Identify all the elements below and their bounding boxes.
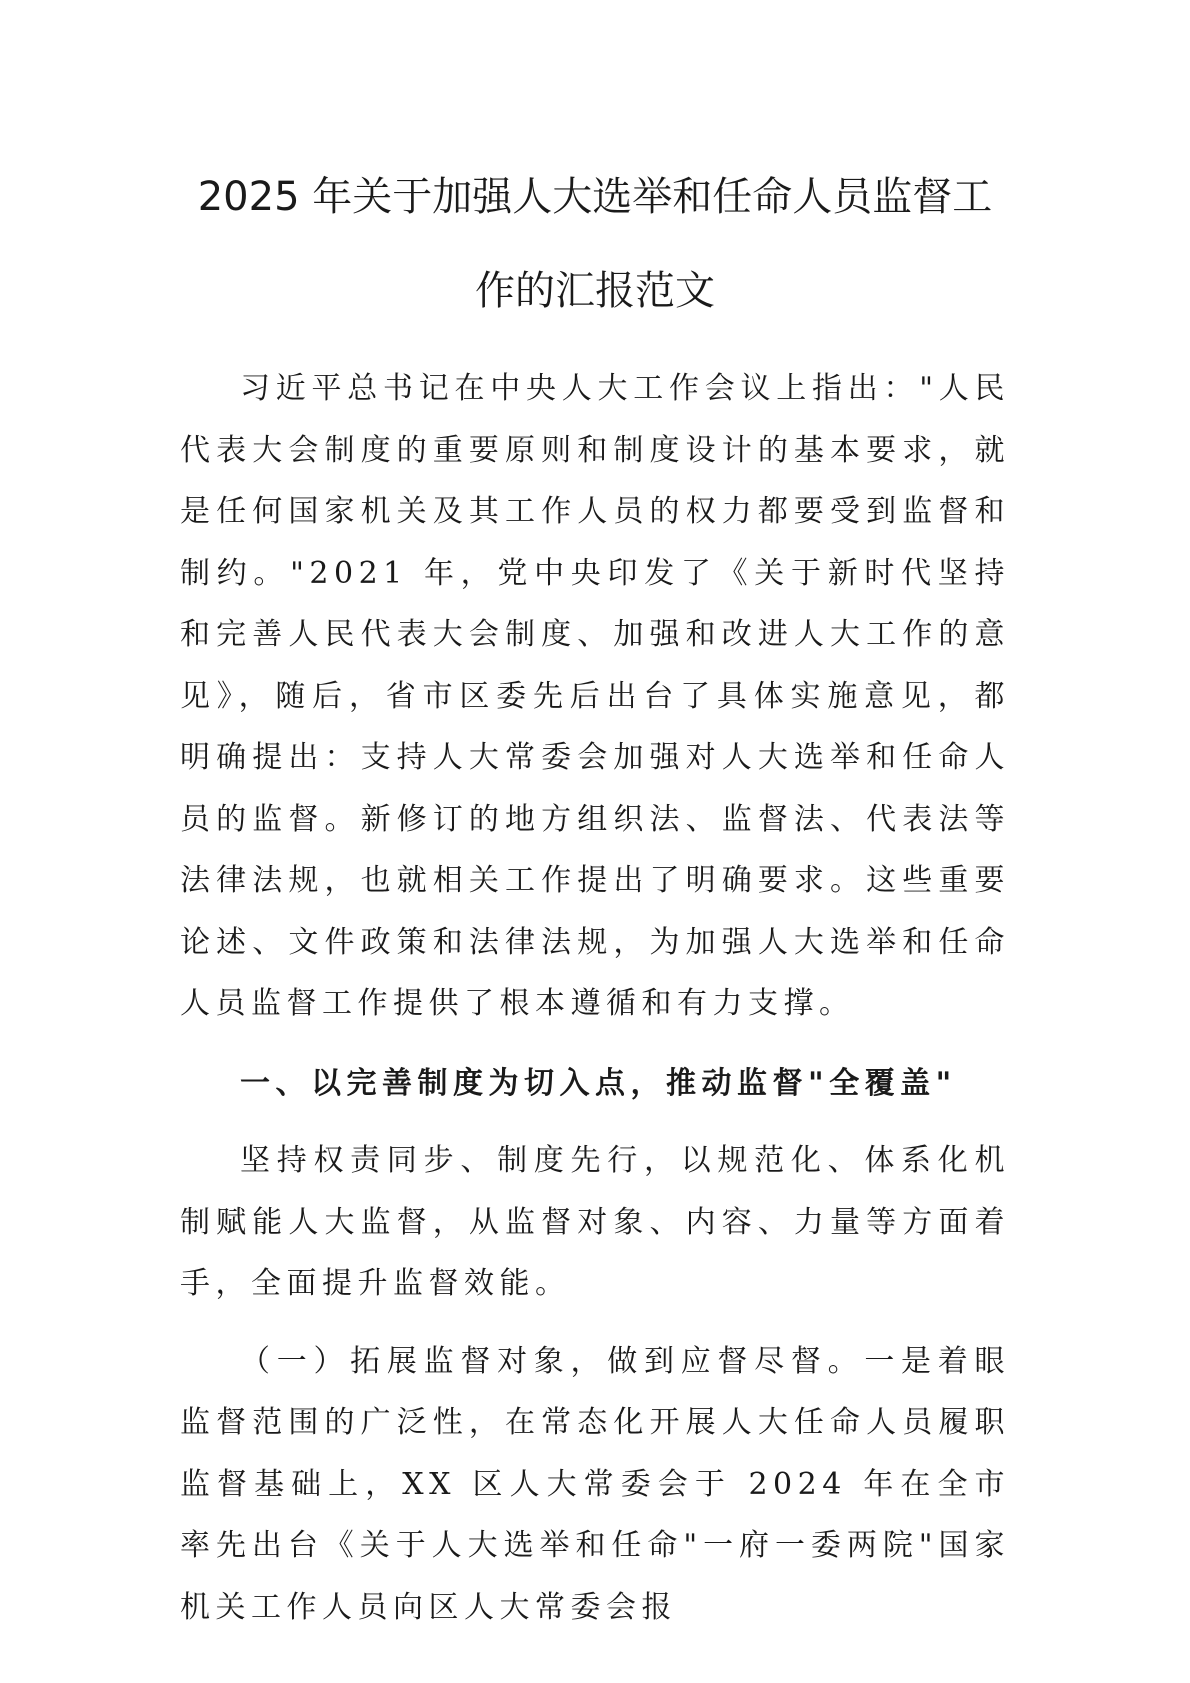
document-title: [180, 150, 1010, 338]
section-1-paragraph: 坚持权责同步、制度先行，以规范化、体系化机制赋能人大监督，从监督对象、内容、力量等方面着手，全面提升监督效能。: [180, 1143, 1010, 1301]
section-heading-1: 一、以完善制度为切入点，推动监督"全覆盖": [240, 1065, 957, 1101]
title-line-1: 2025 年关于加强人大选举和任命人员监督工: [197, 174, 993, 220]
subsection-1-paragraph: （一）拓展监督对象，做到应督尽督。一是着眼监督范围的广泛性，在常态化开展人大任命人员履职监督基础上，XX 区人大常委会于 2024 年在全市率先出台《关于人大选举和任命"一府一委两院"国家机关工作人员向区人大常委会报: [180, 1343, 1010, 1625]
intro-paragraph: 习近平总书记在中央人大工作会议上指出："人民代表大会制度的重要原则和制度设计的基本要求，就是任何国家机关及其工作人员的权力都要受到监督和制约。"2021 年，党中央印发了《关于新时代坚持和完善人民代表大会制度、加强和改进人大工作的意见》，随后，省市区委先后出台了具体实施意见，都明确提出：支持人大常委会加强对人大选举和任命人员的监督。新修订的地方组织法、监督法、代表法等法律法规，也就相关工作提出了明确要求。这些重要论述、文件政策和法律法规，为加强人大选举和任命人员监督工作提供了根本遵循和有力支撑。: [180, 371, 1010, 1021]
title-line-2: 作的汇报范文: [475, 268, 715, 314]
document-body: [180, 358, 1010, 1638]
document-page: [180, 150, 1010, 1638]
